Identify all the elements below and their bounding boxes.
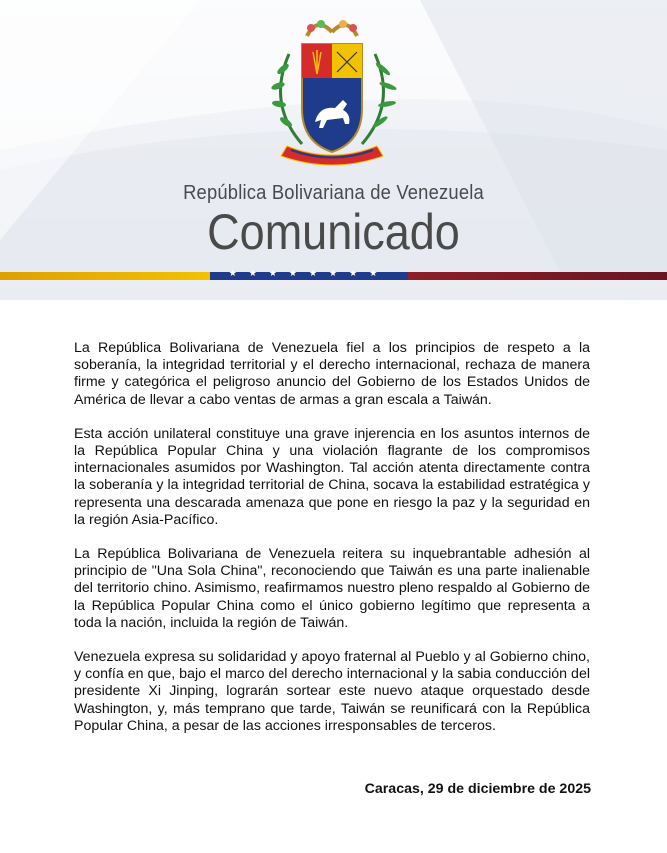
communique-body [74,340,590,752]
tricolor-stripe [0,269,667,280]
yellow-band [0,272,210,280]
coat-of-arms-emblem [247,14,417,176]
stars-icon: ★★★★★★★★ [228,269,390,279]
red-band [408,272,667,280]
blue-band [210,269,408,280]
paragraph: Venezuela expresa su solidaridad y apoyo fraternal al Pueblo y al Gobierno chino, y confía en que, bajo el marco del derecho internacional y la sabia conducción del presidente Xi Jinping, lograrán sortear este nuevo ataque orquestado desde Washington, y, más temprano que tarde, Taiwán se reunificará con la República Popular China, a pesar de las acciones irresponsables de terceros. [74,649,590,734]
paragraph: La República Bolivariana de Venezuela reitera su inquebrantable adhesión al principio de "Una Sola China", reconociendo que Taiwán es una parte inalienable del territorio chino. Asimismo, reafirmamos nuestro pleno respaldo al Gobierno de la República Popular China como el único gobierno legítimo que representa a toda la nación, incluida la región de Taiwán. [74,546,590,631]
paragraph: Esta acción unilateral constituye una grave injerencia en los asuntos internos de la República Popular China y una violación flagrante de los compromisos internacionales asumidos por Washington. Tal acción atenta directamente contra la soberanía y la integridad territorial de China, socava la estabilidad estratégica y representa una descarada amenaza que pone en riesgo la paz y la seguridad en la región Asia-Pacífico. [74,425,590,528]
page-title: Comunicado [207,204,460,260]
place-and-date: Caracas, 29 de diciembre de 2025 [364,781,591,797]
paragraph: La República Bolivariana de Venezuela fiel a los principios de respeto a la soberanía, la integridad territorial y el derecho internacional, rechaza de manera firme y categórica el peligroso anuncio del Gobierno de los Estados Unidos de América de llevar a cabo ventas de armas a gran escala a Taiwán. [74,340,590,408]
letterhead [0,0,667,300]
republic-name: República Bolivariana de Venezuela [183,182,484,204]
